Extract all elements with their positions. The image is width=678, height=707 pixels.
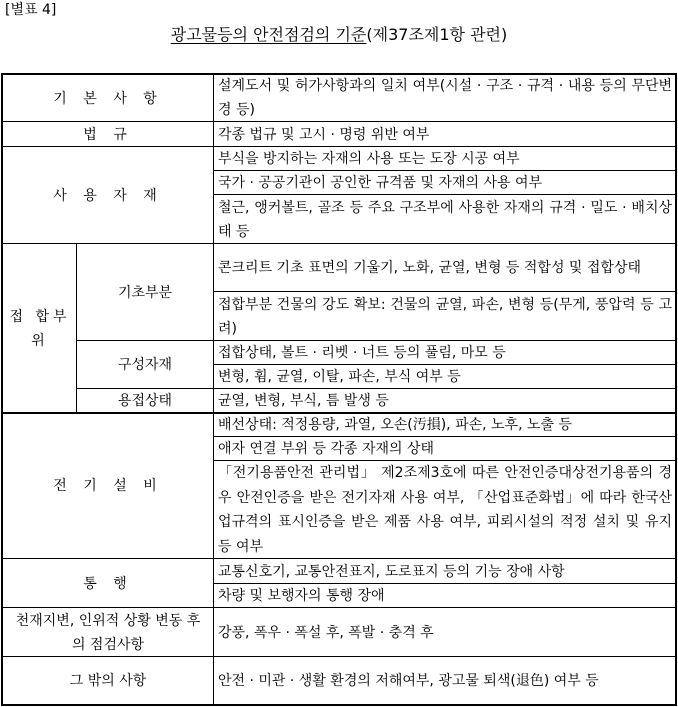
- item-components-1: 접합상태, 볼트 · 리벳 · 너트 등의 풀림, 마모 등: [218, 345, 506, 361]
- row-divider: [1, 121, 677, 122]
- category-traffic: 통 행: [83, 575, 133, 592]
- row-divider: [1, 558, 677, 559]
- item-basic-1: 설계도서 및 허가사항과의 일치 여부(시설 · 구조 · 규격 · 내용 등의 무단변경 등): [218, 78, 672, 118]
- category-materials: 사 용 자 재: [53, 187, 163, 204]
- category-basic: 기 본 사 항: [53, 90, 163, 107]
- item-components-2: 변형, 휨, 균열, 이탈, 파손, 부식 여부 등: [218, 369, 461, 385]
- item-materials-3: 철근, 앵커볼트, 골조 등 주요 구조부에 사용한 자재의 규격 · 밀도 · 배치상태 등: [218, 199, 672, 240]
- subcategory-components: 구성자재: [117, 357, 173, 373]
- row-divider: [1, 656, 677, 657]
- subsection-divider: [76, 340, 677, 341]
- subcategory-welding: 용접상태: [117, 393, 173, 409]
- title-suffix: (제37조제1항 관련): [366, 25, 508, 44]
- item-divider: [213, 291, 677, 292]
- item-divider: [213, 460, 677, 461]
- item-foundation-1: 콘크리트 기초 표면의 기울기, 노화, 균열, 변형 등 적합성 및 접합상태: [218, 260, 641, 276]
- item-traffic-1: 교통신호기, 교통안전표지, 도로표지 등의 기능 장애 사항: [218, 563, 565, 580]
- category-electrical: 전 기 설 비: [53, 478, 163, 494]
- item-divider: [213, 364, 677, 365]
- item-traffic-2: 차량 및 보행자의 통행 장애: [218, 588, 385, 604]
- item-electrical-3: 「전기용품안전 관리법」 제2조제3호에 따른 안전인증대상전기용품의 경우 안전인증을 받은 전기자재 사용 여부, 「산업표준화법」에 따라 한국산업규격의 표시인증을 받은 제품 사용 여부, 피뢰시설의 적정 설치 및 유지 등 여부: [218, 465, 672, 555]
- item-divider: [213, 436, 677, 437]
- row-divider: [1, 243, 677, 244]
- category-other: 그 밖의 사항: [69, 672, 147, 689]
- item-law-1: 각종 법규 및 고시 · 명령 위반 여부: [218, 126, 430, 143]
- item-other-1: 안전 · 미관 · 생활 환경의 저해여부, 광고물 퇴색(退色) 여부 등: [218, 672, 599, 689]
- annex-label: [별표 4]: [5, 2, 57, 18]
- item-divider: [213, 583, 677, 584]
- item-divider: [213, 170, 677, 171]
- row-divider: [1, 146, 677, 147]
- item-electrical-1: 배선상태: 적정용량, 과열, 오손(汚損), 파손, 노후, 노출 등: [218, 417, 572, 433]
- item-divider: [213, 194, 677, 195]
- row-divider-thick: [1, 412, 677, 414]
- row-divider: [1, 607, 677, 608]
- page-title: [0, 24, 678, 46]
- category-joints: 접 합부 위: [9, 308, 71, 349]
- item-materials-2: 국가 · 공공기관이 공인한 규격품 및 자재의 사용 여부: [218, 175, 543, 191]
- column-divider-main: [213, 73, 214, 706]
- item-foundation-2: 접합부분 건물의 강도 확보: 건물의 균열, 파손, 변형 등(무게, 풍압력 등 고려): [218, 296, 672, 337]
- subcategory-foundation: 기초부분: [117, 284, 173, 301]
- title-main: 광고물등의 안전점검의 기준: [170, 25, 367, 44]
- item-electrical-2: 애자 연결 부위 등 각종 자재의 상태: [218, 441, 435, 457]
- item-disaster-1: 강풍, 폭우 · 폭설 후, 폭발 · 충격 후: [218, 624, 434, 641]
- item-materials-1: 부식을 방지하는 자재의 사용 또는 도장 시공 여부: [218, 151, 520, 167]
- category-disaster: 천재지변, 인위적 상황 변동 후의 점검사항: [15, 612, 201, 653]
- item-welding-1: 균열, 변형, 부식, 틈 발생 등: [218, 393, 389, 409]
- inspection-criteria-table: [1, 73, 677, 706]
- subsection-divider: [76, 388, 677, 389]
- category-law: 법 규: [83, 126, 133, 143]
